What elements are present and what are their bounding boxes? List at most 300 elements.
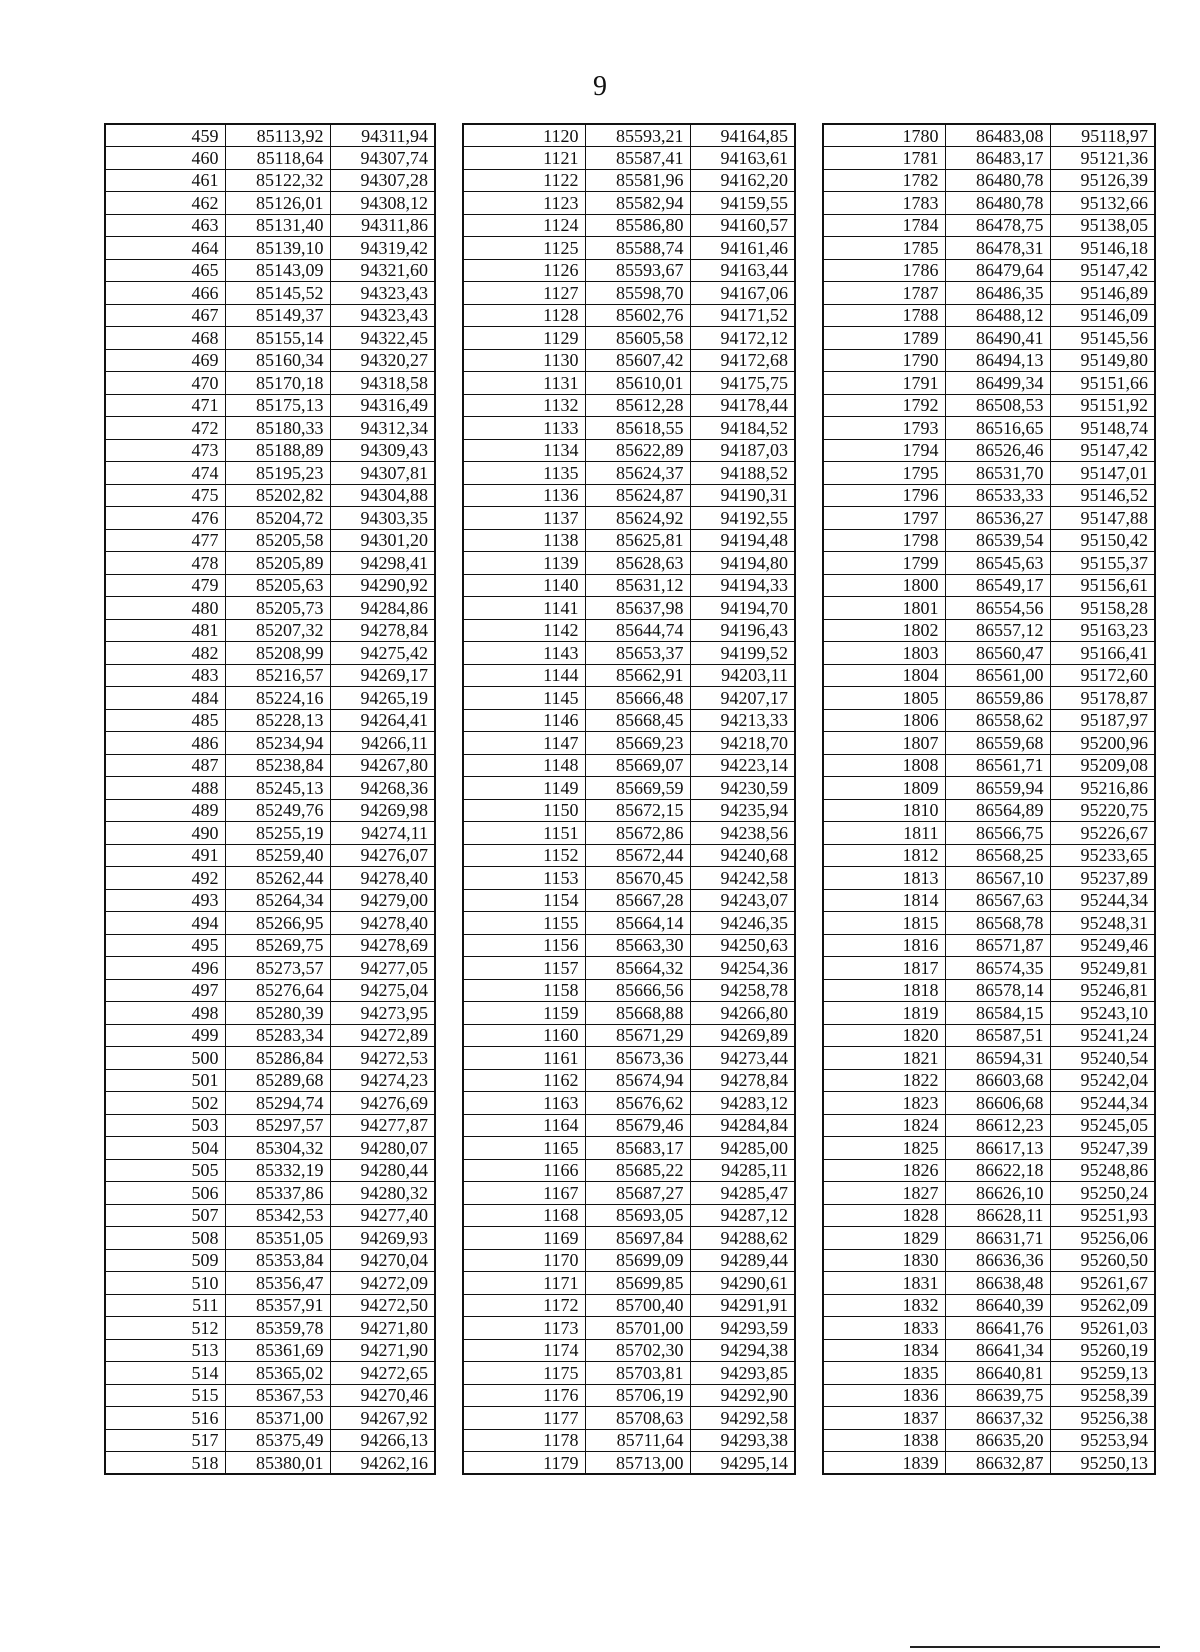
table-row bbox=[463, 552, 795, 575]
point-number-cell: 1159 bbox=[463, 1002, 585, 1025]
table-row bbox=[463, 1362, 795, 1385]
x-coordinate-cell: 85208,99 bbox=[225, 642, 330, 665]
point-number-cell: 491 bbox=[105, 844, 225, 867]
point-number-cell: 1803 bbox=[823, 642, 945, 665]
coordinate-table-3 bbox=[822, 123, 1156, 1475]
y-coordinate-cell: 94278,84 bbox=[690, 1069, 795, 1092]
y-coordinate-cell: 95249,46 bbox=[1050, 934, 1155, 957]
y-coordinate-cell: 95146,52 bbox=[1050, 484, 1155, 507]
point-number-cell: 1143 bbox=[463, 642, 585, 665]
point-number-cell: 1837 bbox=[823, 1407, 945, 1430]
y-coordinate-cell: 94159,55 bbox=[690, 192, 795, 215]
point-number-cell: 1127 bbox=[463, 282, 585, 305]
y-coordinate-cell: 95187,97 bbox=[1050, 709, 1155, 732]
x-coordinate-cell: 85708,63 bbox=[585, 1407, 690, 1430]
table-row bbox=[463, 754, 795, 777]
x-coordinate-cell: 85602,76 bbox=[585, 304, 690, 327]
x-coordinate-cell: 85711,64 bbox=[585, 1429, 690, 1452]
x-coordinate-cell: 86636,36 bbox=[945, 1249, 1050, 1272]
x-coordinate-cell: 86499,34 bbox=[945, 372, 1050, 395]
point-number-cell: 464 bbox=[105, 237, 225, 260]
x-coordinate-cell: 85702,30 bbox=[585, 1339, 690, 1362]
x-coordinate-cell: 86578,14 bbox=[945, 979, 1050, 1002]
point-number-cell: 490 bbox=[105, 822, 225, 845]
x-coordinate-cell: 85297,57 bbox=[225, 1114, 330, 1137]
y-coordinate-cell: 94164,85 bbox=[690, 124, 795, 147]
x-coordinate-cell: 85353,84 bbox=[225, 1249, 330, 1272]
point-number-cell: 1793 bbox=[823, 417, 945, 440]
y-coordinate-cell: 94292,90 bbox=[690, 1384, 795, 1407]
y-coordinate-cell: 94163,44 bbox=[690, 259, 795, 282]
table-row bbox=[463, 1024, 795, 1047]
point-number-cell: 1166 bbox=[463, 1159, 585, 1182]
y-coordinate-cell: 95246,81 bbox=[1050, 979, 1155, 1002]
x-coordinate-cell: 85598,70 bbox=[585, 282, 690, 305]
x-coordinate-cell: 85673,36 bbox=[585, 1047, 690, 1070]
x-coordinate-cell: 85624,37 bbox=[585, 462, 690, 485]
point-number-cell: 481 bbox=[105, 619, 225, 642]
x-coordinate-cell: 86632,87 bbox=[945, 1452, 1050, 1475]
point-number-cell: 1789 bbox=[823, 327, 945, 350]
table-row bbox=[105, 777, 435, 800]
x-coordinate-cell: 85706,19 bbox=[585, 1384, 690, 1407]
x-coordinate-cell: 86494,13 bbox=[945, 349, 1050, 372]
table-row bbox=[463, 1452, 795, 1475]
table-row bbox=[463, 124, 795, 147]
y-coordinate-cell: 94291,91 bbox=[690, 1294, 795, 1317]
point-number-cell: 515 bbox=[105, 1384, 225, 1407]
point-number-cell: 1799 bbox=[823, 552, 945, 575]
x-coordinate-cell: 85367,53 bbox=[225, 1384, 330, 1407]
y-coordinate-cell: 94190,31 bbox=[690, 484, 795, 507]
point-number-cell: 1158 bbox=[463, 979, 585, 1002]
x-coordinate-cell: 85672,44 bbox=[585, 844, 690, 867]
point-number-cell: 497 bbox=[105, 979, 225, 1002]
y-coordinate-cell: 94272,09 bbox=[330, 1272, 435, 1295]
table-row bbox=[823, 867, 1155, 890]
point-number-cell: 513 bbox=[105, 1339, 225, 1362]
table-row bbox=[463, 282, 795, 305]
y-coordinate-cell: 94223,14 bbox=[690, 754, 795, 777]
table-row bbox=[105, 822, 435, 845]
point-number-cell: 505 bbox=[105, 1159, 225, 1182]
table-row bbox=[105, 214, 435, 237]
point-number-cell: 1826 bbox=[823, 1159, 945, 1182]
x-coordinate-cell: 85273,57 bbox=[225, 957, 330, 980]
y-coordinate-cell: 94187,03 bbox=[690, 439, 795, 462]
table-row bbox=[105, 709, 435, 732]
y-coordinate-cell: 94262,16 bbox=[330, 1452, 435, 1475]
point-number-cell: 1142 bbox=[463, 619, 585, 642]
table-row bbox=[823, 327, 1155, 350]
point-number-cell: 1795 bbox=[823, 462, 945, 485]
x-coordinate-cell: 85700,40 bbox=[585, 1294, 690, 1317]
y-coordinate-cell: 94266,11 bbox=[330, 732, 435, 755]
x-coordinate-cell: 86628,11 bbox=[945, 1204, 1050, 1227]
point-number-cell: 493 bbox=[105, 889, 225, 912]
y-coordinate-cell: 94242,58 bbox=[690, 867, 795, 890]
y-coordinate-cell: 94199,52 bbox=[690, 642, 795, 665]
x-coordinate-cell: 85304,32 bbox=[225, 1137, 330, 1160]
table-row bbox=[823, 124, 1155, 147]
table-row bbox=[463, 1249, 795, 1272]
x-coordinate-cell: 85628,63 bbox=[585, 552, 690, 575]
table-row bbox=[823, 169, 1155, 192]
x-coordinate-cell: 86626,10 bbox=[945, 1182, 1050, 1205]
point-number-cell: 461 bbox=[105, 169, 225, 192]
table-row bbox=[463, 1047, 795, 1070]
point-number-cell: 467 bbox=[105, 304, 225, 327]
point-number-cell: 1161 bbox=[463, 1047, 585, 1070]
point-number-cell: 486 bbox=[105, 732, 225, 755]
y-coordinate-cell: 94268,36 bbox=[330, 777, 435, 800]
point-number-cell: 468 bbox=[105, 327, 225, 350]
table-row bbox=[105, 327, 435, 350]
y-coordinate-cell: 94304,88 bbox=[330, 484, 435, 507]
table-row bbox=[463, 1429, 795, 1452]
table-row bbox=[463, 642, 795, 665]
point-number-cell: 1797 bbox=[823, 507, 945, 530]
table-row bbox=[105, 1159, 435, 1182]
table-row bbox=[463, 1294, 795, 1317]
table-row bbox=[105, 394, 435, 417]
y-coordinate-cell: 94292,58 bbox=[690, 1407, 795, 1430]
x-coordinate-cell: 86574,35 bbox=[945, 957, 1050, 980]
x-coordinate-cell: 85205,58 bbox=[225, 529, 330, 552]
y-coordinate-cell: 94160,57 bbox=[690, 214, 795, 237]
table-row bbox=[823, 822, 1155, 845]
y-coordinate-cell: 94213,33 bbox=[690, 709, 795, 732]
table-row bbox=[105, 597, 435, 620]
table-row bbox=[105, 957, 435, 980]
table-row bbox=[105, 934, 435, 957]
table-row bbox=[105, 979, 435, 1002]
x-coordinate-cell: 85245,13 bbox=[225, 777, 330, 800]
y-coordinate-cell: 95241,24 bbox=[1050, 1024, 1155, 1047]
y-coordinate-cell: 94203,11 bbox=[690, 664, 795, 687]
point-number-cell: 1144 bbox=[463, 664, 585, 687]
table-row bbox=[823, 192, 1155, 215]
point-number-cell: 485 bbox=[105, 709, 225, 732]
x-coordinate-cell: 85264,34 bbox=[225, 889, 330, 912]
point-number-cell: 472 bbox=[105, 417, 225, 440]
point-number-cell: 1804 bbox=[823, 664, 945, 687]
point-number-cell: 1821 bbox=[823, 1047, 945, 1070]
point-number-cell: 509 bbox=[105, 1249, 225, 1272]
table-row bbox=[105, 462, 435, 485]
point-number-cell: 1828 bbox=[823, 1204, 945, 1227]
table-row bbox=[823, 1047, 1155, 1070]
point-number-cell: 1168 bbox=[463, 1204, 585, 1227]
x-coordinate-cell: 85687,27 bbox=[585, 1182, 690, 1205]
table-row bbox=[823, 1002, 1155, 1025]
point-number-cell: 1807 bbox=[823, 732, 945, 755]
point-number-cell: 1172 bbox=[463, 1294, 585, 1317]
x-coordinate-cell: 85131,40 bbox=[225, 214, 330, 237]
table-row bbox=[105, 889, 435, 912]
point-number-cell: 1813 bbox=[823, 867, 945, 890]
table-row bbox=[823, 1384, 1155, 1407]
y-coordinate-cell: 95216,86 bbox=[1050, 777, 1155, 800]
x-coordinate-cell: 86526,46 bbox=[945, 439, 1050, 462]
table-row bbox=[105, 1002, 435, 1025]
point-number-cell: 1128 bbox=[463, 304, 585, 327]
table-row bbox=[823, 1339, 1155, 1362]
point-number-cell: 498 bbox=[105, 1002, 225, 1025]
x-coordinate-cell: 86568,78 bbox=[945, 912, 1050, 935]
x-coordinate-cell: 85666,48 bbox=[585, 687, 690, 710]
x-coordinate-cell: 85672,15 bbox=[585, 799, 690, 822]
table-row bbox=[105, 237, 435, 260]
x-coordinate-cell: 86564,89 bbox=[945, 799, 1050, 822]
point-number-cell: 1806 bbox=[823, 709, 945, 732]
y-coordinate-cell: 94270,46 bbox=[330, 1384, 435, 1407]
point-number-cell: 483 bbox=[105, 664, 225, 687]
point-number-cell: 1151 bbox=[463, 822, 585, 845]
y-coordinate-cell: 94307,74 bbox=[330, 147, 435, 170]
table-row bbox=[463, 529, 795, 552]
x-coordinate-cell: 85280,39 bbox=[225, 1002, 330, 1025]
y-coordinate-cell: 95261,67 bbox=[1050, 1272, 1155, 1295]
table-row bbox=[823, 417, 1155, 440]
x-coordinate-cell: 85149,37 bbox=[225, 304, 330, 327]
y-coordinate-cell: 95156,61 bbox=[1050, 574, 1155, 597]
table-row bbox=[463, 867, 795, 890]
table-row bbox=[463, 799, 795, 822]
x-coordinate-cell: 86641,76 bbox=[945, 1317, 1050, 1340]
table-row bbox=[823, 1294, 1155, 1317]
point-number-cell: 508 bbox=[105, 1227, 225, 1250]
x-coordinate-cell: 86557,12 bbox=[945, 619, 1050, 642]
x-coordinate-cell: 85612,28 bbox=[585, 394, 690, 417]
x-coordinate-cell: 85701,00 bbox=[585, 1317, 690, 1340]
table-row bbox=[463, 1137, 795, 1160]
y-coordinate-cell: 94162,20 bbox=[690, 169, 795, 192]
x-coordinate-cell: 85202,82 bbox=[225, 484, 330, 507]
x-coordinate-cell: 86561,00 bbox=[945, 664, 1050, 687]
y-coordinate-cell: 94167,06 bbox=[690, 282, 795, 305]
table-row bbox=[463, 372, 795, 395]
point-number-cell: 507 bbox=[105, 1204, 225, 1227]
point-number-cell: 478 bbox=[105, 552, 225, 575]
point-number-cell: 503 bbox=[105, 1114, 225, 1137]
y-coordinate-cell: 94287,12 bbox=[690, 1204, 795, 1227]
table-row bbox=[823, 664, 1155, 687]
table-row bbox=[463, 1384, 795, 1407]
point-number-cell: 1175 bbox=[463, 1362, 585, 1385]
table-row bbox=[105, 147, 435, 170]
point-number-cell: 465 bbox=[105, 259, 225, 282]
point-number-cell: 1131 bbox=[463, 372, 585, 395]
y-coordinate-cell: 94277,05 bbox=[330, 957, 435, 980]
x-coordinate-cell: 85674,94 bbox=[585, 1069, 690, 1092]
x-coordinate-cell: 86639,75 bbox=[945, 1384, 1050, 1407]
point-number-cell: 1782 bbox=[823, 169, 945, 192]
y-coordinate-cell: 95149,80 bbox=[1050, 349, 1155, 372]
x-coordinate-cell: 86567,63 bbox=[945, 889, 1050, 912]
y-coordinate-cell: 95260,50 bbox=[1050, 1249, 1155, 1272]
y-coordinate-cell: 95226,67 bbox=[1050, 822, 1155, 845]
point-number-cell: 1133 bbox=[463, 417, 585, 440]
x-coordinate-cell: 85139,10 bbox=[225, 237, 330, 260]
point-number-cell: 488 bbox=[105, 777, 225, 800]
table-row bbox=[463, 394, 795, 417]
y-coordinate-cell: 94272,65 bbox=[330, 1362, 435, 1385]
y-coordinate-cell: 95151,66 bbox=[1050, 372, 1155, 395]
footer-rule bbox=[910, 1646, 1160, 1650]
y-coordinate-cell: 94250,63 bbox=[690, 934, 795, 957]
x-coordinate-cell: 85670,45 bbox=[585, 867, 690, 890]
point-number-cell: 1836 bbox=[823, 1384, 945, 1407]
point-number-cell: 499 bbox=[105, 1024, 225, 1047]
point-number-cell: 1825 bbox=[823, 1137, 945, 1160]
point-number-cell: 1156 bbox=[463, 934, 585, 957]
x-coordinate-cell: 85160,34 bbox=[225, 349, 330, 372]
y-coordinate-cell: 95145,56 bbox=[1050, 327, 1155, 350]
y-coordinate-cell: 95146,18 bbox=[1050, 237, 1155, 260]
table-row bbox=[105, 552, 435, 575]
point-number-cell: 470 bbox=[105, 372, 225, 395]
point-number-cell: 487 bbox=[105, 754, 225, 777]
y-coordinate-cell: 94312,34 bbox=[330, 417, 435, 440]
table-row bbox=[823, 372, 1155, 395]
point-number-cell: 494 bbox=[105, 912, 225, 935]
x-coordinate-cell: 85668,45 bbox=[585, 709, 690, 732]
point-number-cell: 484 bbox=[105, 687, 225, 710]
x-coordinate-cell: 86480,78 bbox=[945, 192, 1050, 215]
point-number-cell: 1800 bbox=[823, 574, 945, 597]
y-coordinate-cell: 95178,87 bbox=[1050, 687, 1155, 710]
x-coordinate-cell: 86554,56 bbox=[945, 597, 1050, 620]
table-row bbox=[105, 1339, 435, 1362]
point-number-cell: 1791 bbox=[823, 372, 945, 395]
x-coordinate-cell: 85607,42 bbox=[585, 349, 690, 372]
table-row bbox=[105, 529, 435, 552]
table-row bbox=[823, 484, 1155, 507]
y-coordinate-cell: 94323,43 bbox=[330, 304, 435, 327]
table-row bbox=[105, 507, 435, 530]
x-coordinate-cell: 86637,32 bbox=[945, 1407, 1050, 1430]
point-number-cell: 477 bbox=[105, 529, 225, 552]
coordinate-table-2 bbox=[462, 123, 796, 1475]
point-number-cell: 1120 bbox=[463, 124, 585, 147]
x-coordinate-cell: 85283,34 bbox=[225, 1024, 330, 1047]
x-coordinate-cell: 86559,86 bbox=[945, 687, 1050, 710]
x-coordinate-cell: 85713,00 bbox=[585, 1452, 690, 1475]
x-coordinate-cell: 85294,74 bbox=[225, 1092, 330, 1115]
point-number-cell: 492 bbox=[105, 867, 225, 890]
point-number-cell: 495 bbox=[105, 934, 225, 957]
x-coordinate-cell: 85357,91 bbox=[225, 1294, 330, 1317]
y-coordinate-cell: 95147,88 bbox=[1050, 507, 1155, 530]
point-number-cell: 1802 bbox=[823, 619, 945, 642]
point-number-cell: 1134 bbox=[463, 439, 585, 462]
y-coordinate-cell: 95132,66 bbox=[1050, 192, 1155, 215]
y-coordinate-cell: 94192,55 bbox=[690, 507, 795, 530]
point-number-cell: 500 bbox=[105, 1047, 225, 1070]
table-row bbox=[463, 1159, 795, 1182]
y-coordinate-cell: 94278,69 bbox=[330, 934, 435, 957]
x-coordinate-cell: 85587,41 bbox=[585, 147, 690, 170]
y-coordinate-cell: 94274,11 bbox=[330, 822, 435, 845]
table-row bbox=[823, 799, 1155, 822]
x-coordinate-cell: 86635,20 bbox=[945, 1429, 1050, 1452]
point-number-cell: 1811 bbox=[823, 822, 945, 845]
x-coordinate-cell: 86558,62 bbox=[945, 709, 1050, 732]
y-coordinate-cell: 94320,27 bbox=[330, 349, 435, 372]
x-coordinate-cell: 85289,68 bbox=[225, 1069, 330, 1092]
table-row bbox=[105, 1317, 435, 1340]
table-row bbox=[463, 934, 795, 957]
point-number-cell: 1150 bbox=[463, 799, 585, 822]
x-coordinate-cell: 85588,74 bbox=[585, 237, 690, 260]
point-number-cell: 1839 bbox=[823, 1452, 945, 1475]
point-number-cell: 469 bbox=[105, 349, 225, 372]
point-number-cell: 1155 bbox=[463, 912, 585, 935]
y-coordinate-cell: 95248,86 bbox=[1050, 1159, 1155, 1182]
y-coordinate-cell: 94278,84 bbox=[330, 619, 435, 642]
table-row bbox=[823, 709, 1155, 732]
y-coordinate-cell: 94280,07 bbox=[330, 1137, 435, 1160]
y-coordinate-cell: 95146,89 bbox=[1050, 282, 1155, 305]
x-coordinate-cell: 85266,95 bbox=[225, 912, 330, 935]
table-row bbox=[823, 1249, 1155, 1272]
table-row bbox=[823, 507, 1155, 530]
y-coordinate-cell: 94293,59 bbox=[690, 1317, 795, 1340]
x-coordinate-cell: 86612,23 bbox=[945, 1114, 1050, 1137]
table-row bbox=[823, 462, 1155, 485]
y-coordinate-cell: 95250,24 bbox=[1050, 1182, 1155, 1205]
point-number-cell: 1169 bbox=[463, 1227, 585, 1250]
table-row bbox=[823, 597, 1155, 620]
point-number-cell: 1170 bbox=[463, 1249, 585, 1272]
table-row bbox=[105, 1452, 435, 1475]
y-coordinate-cell: 94266,13 bbox=[330, 1429, 435, 1452]
point-number-cell: 482 bbox=[105, 642, 225, 665]
table-row bbox=[105, 619, 435, 642]
table-row bbox=[463, 889, 795, 912]
table-row bbox=[823, 394, 1155, 417]
y-coordinate-cell: 94278,40 bbox=[330, 912, 435, 935]
x-coordinate-cell: 86568,25 bbox=[945, 844, 1050, 867]
point-number-cell: 1122 bbox=[463, 169, 585, 192]
table-row bbox=[823, 439, 1155, 462]
x-coordinate-cell: 85671,29 bbox=[585, 1024, 690, 1047]
table-row bbox=[823, 237, 1155, 260]
table-row bbox=[823, 1159, 1155, 1182]
table-row bbox=[823, 1452, 1155, 1475]
point-number-cell: 1174 bbox=[463, 1339, 585, 1362]
point-number-cell: 1786 bbox=[823, 259, 945, 282]
point-number-cell: 1167 bbox=[463, 1182, 585, 1205]
point-number-cell: 1152 bbox=[463, 844, 585, 867]
y-coordinate-cell: 95240,54 bbox=[1050, 1047, 1155, 1070]
y-coordinate-cell: 95259,13 bbox=[1050, 1362, 1155, 1385]
y-coordinate-cell: 94258,78 bbox=[690, 979, 795, 1002]
y-coordinate-cell: 95147,42 bbox=[1050, 259, 1155, 282]
point-number-cell: 479 bbox=[105, 574, 225, 597]
y-coordinate-cell: 95148,74 bbox=[1050, 417, 1155, 440]
table-row bbox=[105, 1272, 435, 1295]
x-coordinate-cell: 85582,94 bbox=[585, 192, 690, 215]
y-coordinate-cell: 94243,07 bbox=[690, 889, 795, 912]
x-coordinate-cell: 85637,98 bbox=[585, 597, 690, 620]
table-row bbox=[823, 304, 1155, 327]
x-coordinate-cell: 85668,88 bbox=[585, 1002, 690, 1025]
point-number-cell: 1787 bbox=[823, 282, 945, 305]
x-coordinate-cell: 85204,72 bbox=[225, 507, 330, 530]
table-row bbox=[823, 259, 1155, 282]
